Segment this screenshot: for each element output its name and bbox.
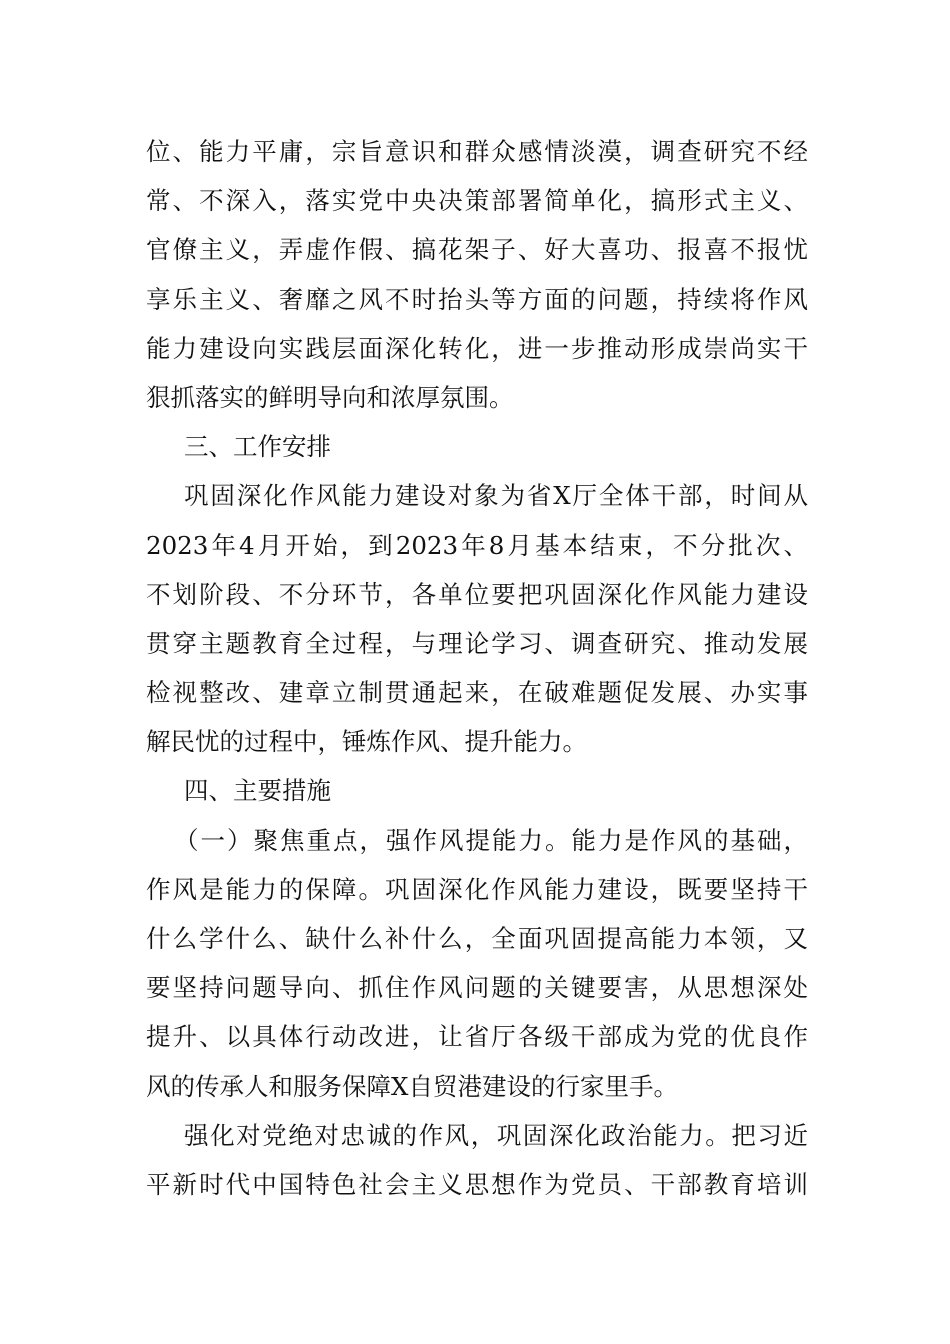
text-line: 能力建设向实践层面深化转化，进一步推动形成崇尚实干 bbox=[146, 333, 808, 363]
text-line: 强化对党绝对忠诚的作风，巩固深化政治能力。把习近 bbox=[184, 1120, 808, 1150]
text-line: 狠抓落实的鲜明导向和浓厚氛围。 bbox=[146, 382, 514, 412]
text-line: 官僚主义，弄虚作假、搞花架子、好大喜功、报喜不报忧 bbox=[146, 235, 808, 265]
text-line: 解民忧的过程中，锤炼作风、提升能力。 bbox=[146, 727, 587, 757]
text-line: 作风是能力的保障。巩固深化作风能力建设，既要坚持干 bbox=[146, 874, 808, 904]
text-line: 提升、以具体行动改进，让省厅各级干部成为党的优良作 bbox=[146, 1022, 808, 1052]
text-line: 贯穿主题教育全过程，与理论学习、调查研究、推动发展 bbox=[146, 628, 808, 658]
text-line: 检视整改、建章立制贯通起来，在破难题促发展、办实事 bbox=[146, 678, 808, 708]
text-line: 巩固深化作风能力建设对象为省X厅全体干部，时间从 bbox=[184, 481, 808, 511]
text-line: 不划阶段、不分环节，各单位要把巩固深化作风能力建设 bbox=[146, 579, 808, 609]
text-line: 什么学什么、缺什么补什么，全面巩固提高能力本领，又 bbox=[146, 924, 808, 953]
text-line: 享乐主义、奢靡之风不时抬头等方面的问题，持续将作风 bbox=[146, 284, 808, 314]
text-line: 2023年4月开始，到2023年8月基本结束，不分批次、 bbox=[146, 530, 808, 560]
subsection-heading: （一）聚焦重点，强作风提能力。能力是作风的基础， bbox=[174, 825, 808, 855]
document-body bbox=[146, 127, 808, 1209]
text-line: 常、不深入，落实党中央决策部署简单化，搞形式主义、 bbox=[146, 186, 808, 216]
section-heading: 四、主要措施 bbox=[184, 776, 331, 806]
section-heading: 三、工作安排 bbox=[184, 432, 331, 462]
text-line: 平新时代中国特色社会主义思想作为党员、干部教育培训 bbox=[146, 1169, 808, 1199]
text-line: 风的传承人和服务保障X自贸港建设的行家里手。 bbox=[146, 1071, 678, 1101]
text-line: 位、能力平庸，宗旨意识和群众感情淡漠，调查研究不经 bbox=[146, 137, 808, 166]
text-line: 要坚持问题导向、抓住作风问题的关键要害，从思想深处 bbox=[146, 973, 808, 1003]
